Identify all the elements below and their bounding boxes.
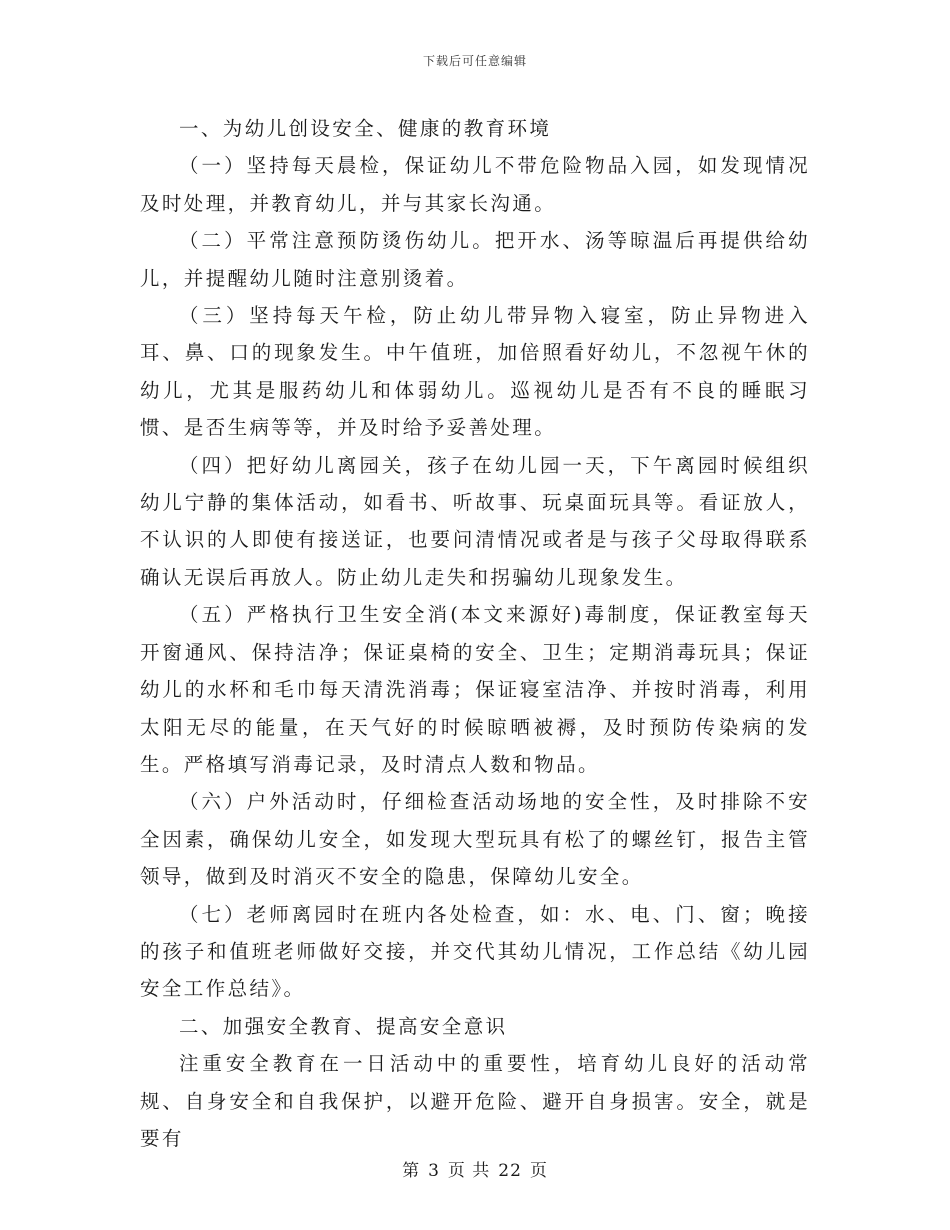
section-heading-2: 二、加强安全教育、提高安全意识 [179,1014,508,1038]
document-body [140,110,810,1157]
paragraph-5: （五）严格执行卫生安全消(本文来源好)毒制度，保证教室每天开窗通风、保持洁净；保证桌椅的安全、卫生；定期消毒玩具；保证幼儿的水杯和毛巾每天清洗消毒；保证寝室洁净、并按时消毒，利用太阳无尽的能量，在天气好的时候晾晒被褥，及时预防传染病的发生。严格填写消毒记录，及时清点人数和物品。 [140,603,810,776]
paragraph-3: （三）坚持每天午检，防止幼儿带异物入寝室，防止异物进入耳、鼻、口的现象发生。中午值班，加倍照看好幼儿，不忽视午休的幼儿，尤其是服药幼儿和体弱幼儿。巡视幼儿是否有不良的睡眠习惯、是否生病等等，并及时给予妥善处理。 [140,304,810,440]
paragraph-8: 注重安全教育在一日活动中的重要性，培育幼儿良好的活动常规、自身安全和自我保护，以避开危险、避开自身损害。安全，就是要有 [140,1052,810,1150]
section-heading-1: 一、为幼儿创设安全、健康的教育环境 [179,117,552,140]
page-footer [0,1156,950,1181]
footer-label-page: 第 [402,1161,421,1181]
footer-label-of: 页 共 [447,1161,491,1181]
paragraph-2: （二）平常注意预防烫伤幼儿。把开水、汤等晾温后再提供给幼儿，并提醒幼儿随时注意别烫着。 [140,229,810,290]
footer-total-pages: 22 [498,1161,522,1181]
paragraph-1: （一）坚持每天晨检，保证幼儿不带危险物品入园，如发现情况及时处理，并教育幼儿，并与其家长沟通。 [140,154,810,215]
page-header: 下载后可任意编辑 [422,54,527,68]
footer-current-page: 3 [428,1161,440,1181]
paragraph-7: （七）老师离园时在班内各处检查，如：水、电、门、窗；晚接的孩子和值班老师做好交接，并交代其幼儿情况，工作总结《幼儿园安全工作总结》。 [140,902,810,1001]
paragraph-4: （四）把好幼儿离园关，孩子在幼儿园一天，下午离园时候组织幼儿宁静的集体活动，如看书、听故事、玩桌面玩具等。看证放人，不认识的人即使有接送证，也要问清情况或者是与孩子父母取得联系确认无误后再放人。防止幼儿走失和拐骗幼儿现象发生。 [140,453,810,589]
footer-label-end: 页 [529,1161,548,1181]
paragraph-6: （六）户外活动时，仔细检查活动场地的安全性，及时排除不安全因素，确保幼儿安全，如发现大型玩具有松了的螺丝钉，报告主管领导，做到及时消灭不安全的隐患，保障幼儿安全。 [140,790,810,889]
